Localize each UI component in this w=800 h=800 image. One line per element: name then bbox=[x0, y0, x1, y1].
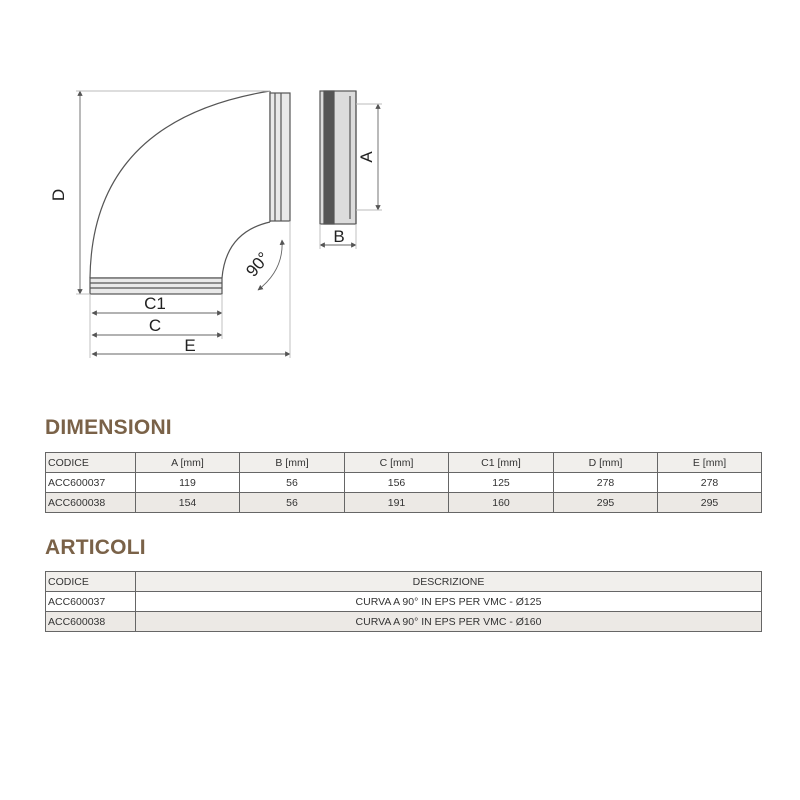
column-header: C [mm] bbox=[345, 453, 449, 473]
column-header: DESCRIZIONE bbox=[136, 572, 762, 592]
articoli-title: ARTICOLI bbox=[45, 536, 146, 559]
table-row bbox=[46, 612, 762, 632]
table-cell: 125 bbox=[449, 473, 554, 493]
table-cell: 278 bbox=[658, 473, 762, 493]
table-cell: CURVA A 90° IN EPS PER VMC - Ø125 bbox=[136, 592, 762, 612]
table-cell: 191 bbox=[345, 493, 449, 513]
label-a: A bbox=[357, 151, 376, 163]
column-header: E [mm] bbox=[658, 453, 762, 473]
table-cell: 295 bbox=[554, 493, 658, 513]
label-c: C bbox=[148, 316, 162, 335]
label-b: B bbox=[333, 227, 345, 246]
column-header: D [mm] bbox=[554, 453, 658, 473]
table-cell: ACC600038 bbox=[46, 612, 136, 632]
table-row bbox=[46, 493, 762, 513]
label-angle: 90° bbox=[242, 248, 274, 281]
table-cell: 56 bbox=[240, 493, 345, 513]
table-row bbox=[46, 592, 762, 612]
table-row bbox=[46, 473, 762, 493]
dimensioni-title: DIMENSIONI bbox=[45, 416, 172, 439]
column-header: A [mm] bbox=[136, 453, 240, 473]
table-cell: 160 bbox=[449, 493, 554, 513]
articoli-table bbox=[45, 571, 762, 632]
label-e: E bbox=[184, 336, 196, 355]
table-cell: 156 bbox=[345, 473, 449, 493]
table-cell: ACC600038 bbox=[46, 493, 136, 513]
column-header: B [mm] bbox=[240, 453, 345, 473]
table-cell: 56 bbox=[240, 473, 345, 493]
table-cell: CURVA A 90° IN EPS PER VMC - Ø160 bbox=[136, 612, 762, 632]
column-header: CODICE bbox=[46, 572, 136, 592]
table-header-row bbox=[46, 572, 762, 592]
table-cell: 295 bbox=[658, 493, 762, 513]
label-d: D bbox=[49, 188, 68, 202]
table-cell: 278 bbox=[554, 473, 658, 493]
table-cell: ACC600037 bbox=[46, 473, 136, 493]
column-header: C1 [mm] bbox=[449, 453, 554, 473]
elbow-end-view bbox=[320, 91, 356, 224]
table-cell: 119 bbox=[136, 473, 240, 493]
table-header-row bbox=[46, 453, 762, 473]
dimensioni-table bbox=[45, 452, 762, 513]
table-cell: 154 bbox=[136, 493, 240, 513]
label-c1: C1 bbox=[144, 294, 166, 313]
column-header: CODICE bbox=[46, 453, 136, 473]
table-cell: ACC600037 bbox=[46, 592, 136, 612]
